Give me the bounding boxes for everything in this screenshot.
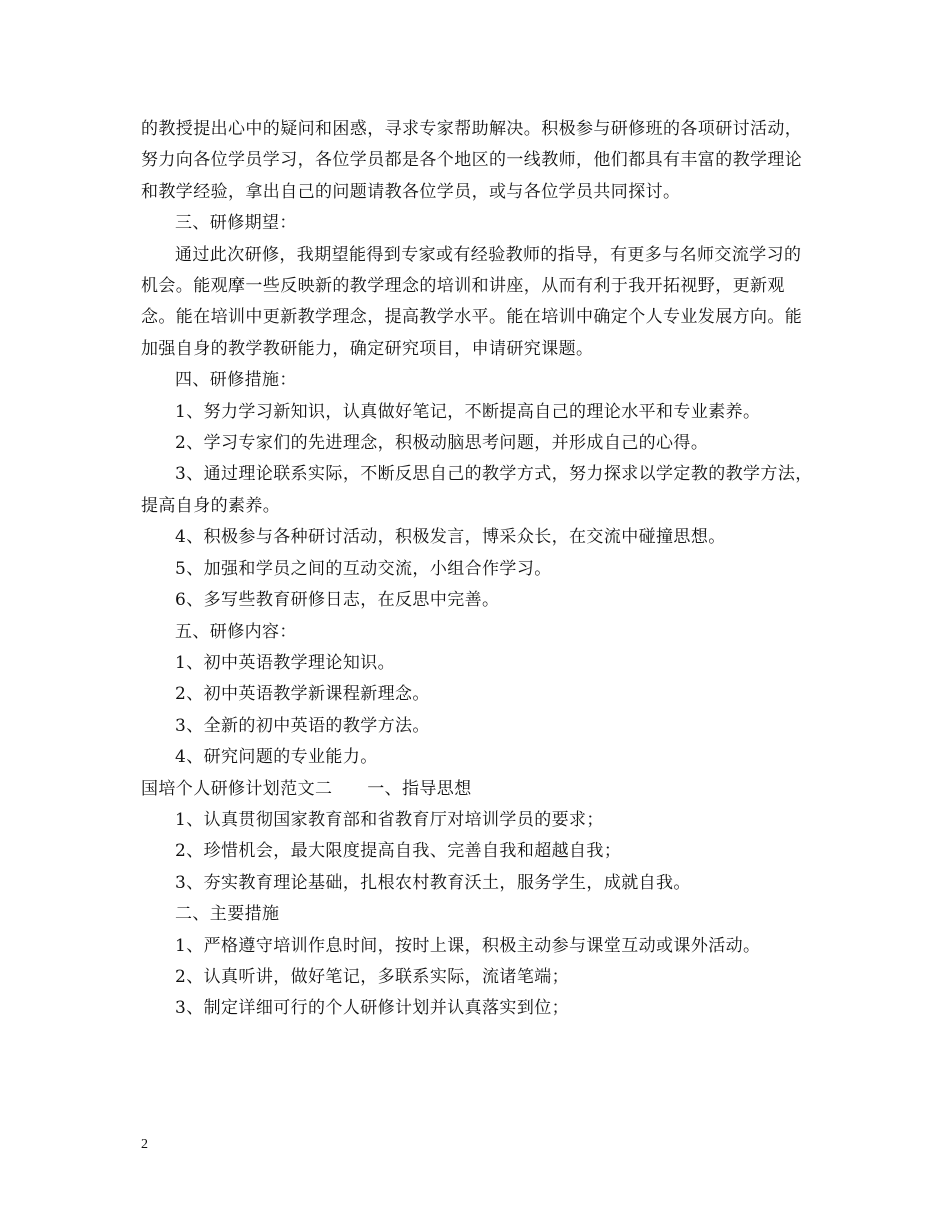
paragraph-expectations: 通过此次研修，我期望能得到专家或有经验教师的指导，有更多与名师交流学习的机会。能观摩一些反映新的教学理念的培训和讲座，从而有利于我开拓视野，更新观念。能在培训中更新教学理念，提高教学水平。能在培训中确定个人专业发展方向。能加强自身的教学教研能力，确定研究项目，申请研究课题。 (141, 244, 803, 359)
page-number: 2 (141, 1137, 148, 1152)
list-item-main-measure-2: 2、认真听讲，做好笔记，多联系实际，流诸笔端； (175, 966, 570, 987)
list-item-measure-3: 3、通过理论联系实际，不断反思自己的教学方式，努力探求以学定教的教学方法，提高自身的素养。 (141, 464, 813, 516)
list-item-measure-6: 6、多写些教育研修日志，在反思中完善。 (175, 590, 500, 611)
list-item-content-4: 4、研究问题的专业能力。 (175, 747, 378, 768)
list-item-guideline-2: 2、珍惜机会，最大限度提高自我、完善自我和超越自我； (175, 841, 622, 862)
list-item-main-measure-3: 3、制定详细可行的个人研修计划并认真落实到位； (175, 998, 570, 1019)
section-heading-main-measures: 二、主要措施 (175, 904, 280, 925)
list-item-main-measure-1: 1、严格遵守培训作息时间，按时上课，积极主动参与课堂互动或课外活动。 (175, 935, 761, 956)
section-heading-expectations: 三、研修期望： (175, 213, 297, 234)
list-item-guideline-1: 1、认真贯彻国家教育部和省教育厅对培训学员的要求； (175, 809, 604, 830)
document-body (141, 114, 816, 1025)
list-item-content-3: 3、全新的初中英语的教学方法。 (175, 715, 430, 736)
list-item-measure-4: 4、积极参与各种研讨活动，积极发言，博采众长，在交流中碰撞思想。 (175, 527, 726, 548)
list-item-content-1: 1、初中英语教学理论知识。 (175, 652, 396, 673)
list-item-guideline-3: 3、夯实教育理论基础，扎根农村教育沃土，服务学生，成就自我。 (175, 872, 691, 893)
section-heading-measures: 四、研修措施： (175, 370, 297, 391)
section-heading-content: 五、研修内容： (175, 621, 297, 642)
list-item-measure-1: 1、努力学习新知识，认真做好笔记，不断提高自己的理论水平和专业素养。 (175, 401, 761, 422)
paragraph-intro: 的教授提出心中的疑问和困惑，寻求专家帮助解决。积极参与研修班的各项研讨活动，努力向各位学员学习，各位学员都是各个地区的一线教师，他们都具有丰富的教学理论和教学经验，拿出自己的问题请教各位学员，或与各位学员共同探讨。 (141, 119, 803, 202)
sample-two-heading: 国培个人研修计划范文二 一、指导思想 (141, 778, 472, 799)
list-item-content-2: 2、初中英语教学新课程新理念。 (175, 684, 430, 705)
list-item-measure-5: 5、加强和学员之间的互动交流，小组合作学习。 (175, 558, 552, 579)
list-item-measure-2: 2、学习专家们的先进理念，积极动脑思考问题，并形成自己的心得。 (175, 433, 709, 454)
